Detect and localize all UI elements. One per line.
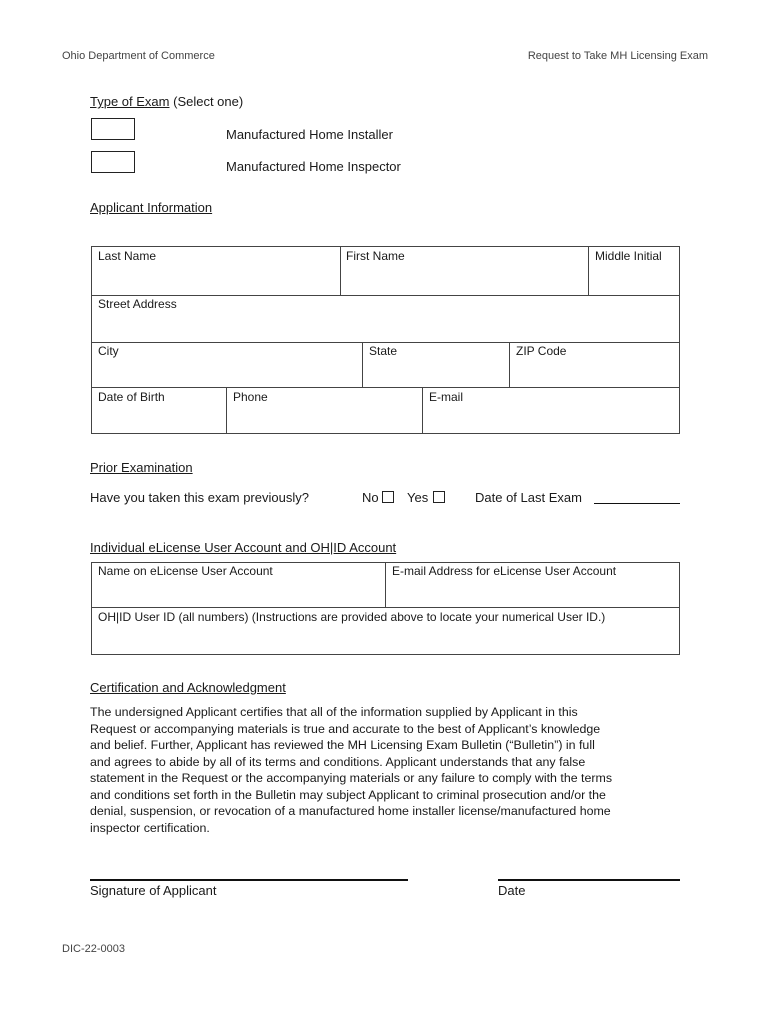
date-of-birth-label: Date of Birth (98, 390, 165, 404)
prior-exam-section-title: Prior Examination (90, 460, 193, 475)
certification-line: and agrees to abide by all of its terms and conditions. Applicant understands that any false (90, 754, 586, 769)
inspector-checkbox[interactable] (91, 151, 135, 173)
grid-line (385, 562, 386, 608)
applicant-section-title: Applicant Information (90, 200, 213, 215)
grid-line (91, 246, 92, 434)
grid-line (679, 246, 680, 434)
grid-line (509, 342, 510, 388)
last-name-label: Last Name (98, 249, 157, 263)
state-field[interactable] (369, 362, 503, 382)
form-code: DIC-22-0003 (62, 943, 125, 955)
signature-line[interactable] (90, 879, 408, 881)
inspector-option-label: Manufactured Home Inspector (226, 159, 401, 174)
grid-line (91, 342, 680, 343)
header-form-title: Request to Take MH Licensing Exam (527, 50, 708, 62)
grid-line (91, 246, 680, 247)
signature-date-label: Date (498, 883, 526, 898)
phone-label: Phone (233, 390, 268, 404)
grid-line (91, 295, 680, 296)
street-address-label: Street Address (98, 297, 177, 311)
prior-exam-question: Have you taken this exam previously? (90, 490, 309, 505)
grid-line (91, 562, 92, 655)
certification-text (90, 704, 690, 836)
prior-yes-label: Yes (407, 490, 429, 505)
elicense-email-label: E-mail Address for eLicense User Account (392, 564, 617, 578)
city-field[interactable] (98, 362, 356, 382)
grid-line (422, 387, 423, 434)
certification-section-title: Certification and Acknowledgment (90, 680, 286, 695)
certification-line: denial, suspension, or revocation of a manufactured home installer license/manufactured home (90, 804, 611, 818)
grid-line (340, 246, 341, 296)
city-label: City (98, 344, 119, 358)
grid-line (91, 654, 680, 655)
elicense-section-title: Individual eLicense User Account and OH|ID Account (90, 540, 397, 555)
last-exam-date-label: Date of Last Exam (475, 490, 582, 505)
elicense-name-field[interactable] (98, 582, 378, 602)
installer-checkbox[interactable] (91, 118, 135, 140)
grid-line (91, 433, 680, 434)
ohid-user-id-label: OH|ID User ID (all numbers) (Instructions are provided above to locate your numerical User ID.) (98, 610, 606, 624)
elicense-email-field[interactable] (392, 582, 674, 602)
certification-line: and conditions set forth in the Bulletin may subject Applicant to criminal prosecution and/or the (90, 787, 606, 802)
first-name-field[interactable] (346, 268, 582, 288)
prior-no-label: No (362, 490, 379, 505)
phone-field[interactable] (233, 408, 416, 428)
first-name-label: First Name (346, 249, 405, 263)
signature-label: Signature of Applicant (90, 883, 217, 898)
certification-line: The undersigned Applicant certifies that all of the information supplied by Applicant in this (90, 705, 578, 719)
middle-initial-field[interactable] (595, 268, 675, 288)
prior-yes-option[interactable] (407, 490, 445, 505)
prior-yes-checkbox[interactable] (433, 491, 445, 503)
street-address-field[interactable] (98, 316, 673, 336)
grid-line (588, 246, 589, 296)
state-label: State (369, 344, 398, 358)
middle-initial-label: Middle Initial (595, 249, 662, 263)
prior-no-option[interactable] (362, 490, 394, 505)
email-field[interactable] (429, 408, 674, 428)
exam-type-hint: (Select one) (173, 94, 244, 109)
email-label: E-mail (429, 390, 464, 404)
grid-line (91, 387, 680, 388)
exam-type-heading (90, 94, 243, 109)
last-name-field[interactable] (98, 268, 334, 288)
grid-line (226, 387, 227, 434)
last-exam-date-line[interactable] (594, 503, 680, 504)
grid-line (679, 562, 680, 655)
exam-type-title: Type of Exam (90, 94, 170, 109)
date-of-birth-field[interactable] (98, 408, 220, 428)
certification-line: Request or accompanying materials is true and accurate to the best of Applicant’s knowledge (90, 721, 601, 736)
signature-date-line[interactable] (498, 879, 680, 881)
grid-line (362, 342, 363, 388)
certification-line: and belief. Further, Applicant has reviewed the MH Licensing Exam Bulletin (“Bulletin”) in full (90, 738, 595, 752)
certification-line: inspector certification. (90, 820, 210, 835)
certification-line: statement in the Request or the accompanying materials or any failure to comply with the terms (90, 771, 613, 785)
prior-no-checkbox[interactable] (382, 491, 394, 503)
installer-option-label: Manufactured Home Installer (226, 127, 393, 142)
ohid-user-id-field[interactable] (98, 628, 673, 648)
elicense-name-label: Name on eLicense User Account (98, 564, 273, 578)
header-agency: Ohio Department of Commerce (62, 50, 215, 62)
zip-code-label: ZIP Code (516, 344, 567, 358)
zip-code-field[interactable] (516, 362, 674, 382)
